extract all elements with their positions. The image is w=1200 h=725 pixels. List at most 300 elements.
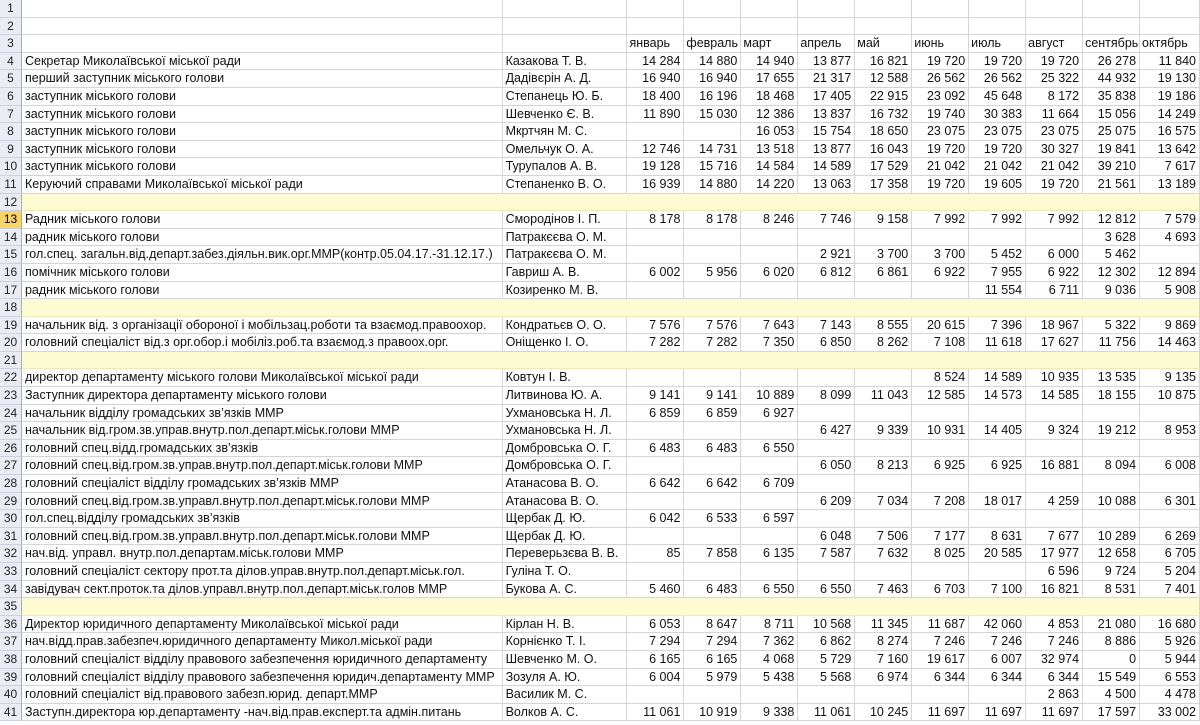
value-cell[interactable]: 7 100 bbox=[969, 581, 1026, 599]
value-cell[interactable] bbox=[741, 194, 798, 212]
value-cell[interactable] bbox=[741, 457, 798, 475]
value-cell[interactable] bbox=[627, 493, 684, 511]
value-cell[interactable] bbox=[798, 282, 855, 300]
row-number[interactable]: 24 bbox=[0, 405, 22, 423]
value-cell[interactable] bbox=[627, 563, 684, 581]
value-cell[interactable]: 7 108 bbox=[912, 334, 969, 352]
row-number[interactable]: 22 bbox=[0, 369, 22, 387]
value-cell[interactable]: 16 732 bbox=[855, 106, 912, 124]
value-cell[interactable] bbox=[855, 0, 912, 18]
value-cell[interactable]: 6 135 bbox=[741, 545, 798, 563]
row-number[interactable]: 40 bbox=[0, 686, 22, 704]
value-cell[interactable]: 11 618 bbox=[969, 334, 1026, 352]
value-cell[interactable]: 16 940 bbox=[684, 70, 741, 88]
value-cell[interactable]: 19 720 bbox=[912, 176, 969, 194]
name-cell[interactable] bbox=[503, 0, 628, 18]
value-cell[interactable]: 6 165 bbox=[684, 651, 741, 669]
value-cell[interactable]: 14 249 bbox=[1140, 106, 1200, 124]
value-cell[interactable]: 9 869 bbox=[1140, 317, 1200, 335]
value-cell[interactable]: 16 881 bbox=[1026, 457, 1083, 475]
value-cell[interactable]: 14 585 bbox=[1026, 387, 1083, 405]
value-cell[interactable]: 11 840 bbox=[1140, 53, 1200, 71]
row-number[interactable]: 25 bbox=[0, 422, 22, 440]
position-cell[interactable] bbox=[22, 35, 503, 53]
value-cell[interactable] bbox=[741, 299, 798, 317]
value-cell[interactable] bbox=[798, 475, 855, 493]
value-cell[interactable]: 11 890 bbox=[627, 106, 684, 124]
row-number[interactable]: 21 bbox=[0, 352, 22, 370]
value-cell[interactable]: 7 294 bbox=[684, 633, 741, 651]
row-number[interactable]: 20 bbox=[0, 334, 22, 352]
value-cell[interactable]: 7 282 bbox=[684, 334, 741, 352]
position-cell[interactable]: головний спеціаліст відділу громадських зв’язків ММР bbox=[22, 475, 503, 493]
name-cell[interactable]: Корнієнко Т. І. bbox=[503, 633, 628, 651]
value-cell[interactable]: 7 992 bbox=[1026, 211, 1083, 229]
value-cell[interactable]: 16 821 bbox=[855, 53, 912, 71]
value-cell[interactable] bbox=[684, 598, 741, 616]
value-cell[interactable] bbox=[912, 405, 969, 423]
value-cell[interactable] bbox=[741, 686, 798, 704]
value-cell[interactable] bbox=[1083, 440, 1140, 458]
value-cell[interactable]: 4 500 bbox=[1083, 686, 1140, 704]
name-cell[interactable]: Переверьзєва В. В. bbox=[503, 545, 628, 563]
value-cell[interactable]: 16 940 bbox=[627, 70, 684, 88]
value-cell[interactable]: 12 894 bbox=[1140, 264, 1200, 282]
value-cell[interactable]: 6 642 bbox=[684, 475, 741, 493]
position-cell[interactable]: нач.відд.прав.забезпеч.юридичного департаменту Микол.міської ради bbox=[22, 633, 503, 651]
value-cell[interactable]: 23 075 bbox=[912, 123, 969, 141]
name-cell[interactable] bbox=[503, 194, 628, 212]
value-cell[interactable]: 26 278 bbox=[1083, 53, 1140, 71]
value-cell[interactable]: 8 711 bbox=[741, 616, 798, 634]
value-cell[interactable]: 19 128 bbox=[627, 158, 684, 176]
position-cell[interactable] bbox=[22, 299, 503, 317]
value-cell[interactable]: 7 677 bbox=[1026, 528, 1083, 546]
value-cell[interactable]: 6 705 bbox=[1140, 545, 1200, 563]
value-cell[interactable]: 7 208 bbox=[912, 493, 969, 511]
value-cell[interactable]: 19 720 bbox=[969, 141, 1026, 159]
value-cell[interactable]: 8 953 bbox=[1140, 422, 1200, 440]
value-cell[interactable]: 15 056 bbox=[1083, 106, 1140, 124]
row-number[interactable]: 17 bbox=[0, 282, 22, 300]
position-cell[interactable] bbox=[22, 194, 503, 212]
value-cell[interactable] bbox=[1140, 18, 1200, 36]
value-cell[interactable]: 25 075 bbox=[1083, 123, 1140, 141]
value-cell[interactable] bbox=[912, 194, 969, 212]
row-number[interactable]: 1 bbox=[0, 0, 22, 18]
month-header[interactable]: июнь bbox=[912, 35, 969, 53]
value-cell[interactable] bbox=[741, 0, 798, 18]
value-cell[interactable]: 13 877 bbox=[798, 141, 855, 159]
value-cell[interactable]: 14 220 bbox=[741, 176, 798, 194]
value-cell[interactable]: 7 632 bbox=[855, 545, 912, 563]
value-cell[interactable] bbox=[798, 352, 855, 370]
value-cell[interactable]: 8 531 bbox=[1083, 581, 1140, 599]
value-cell[interactable]: 8 647 bbox=[684, 616, 741, 634]
value-cell[interactable] bbox=[912, 18, 969, 36]
position-cell[interactable]: Заступник директора департаменту міського голови bbox=[22, 387, 503, 405]
value-cell[interactable] bbox=[855, 282, 912, 300]
value-cell[interactable]: 14 284 bbox=[627, 53, 684, 71]
value-cell[interactable] bbox=[741, 246, 798, 264]
value-cell[interactable]: 3 700 bbox=[912, 246, 969, 264]
value-cell[interactable]: 11 664 bbox=[1026, 106, 1083, 124]
value-cell[interactable]: 8 178 bbox=[684, 211, 741, 229]
value-cell[interactable]: 6 000 bbox=[1026, 246, 1083, 264]
value-cell[interactable]: 14 940 bbox=[741, 53, 798, 71]
value-cell[interactable]: 9 036 bbox=[1083, 282, 1140, 300]
value-cell[interactable]: 5 944 bbox=[1140, 651, 1200, 669]
value-cell[interactable]: 21 561 bbox=[1083, 176, 1140, 194]
value-cell[interactable]: 18 017 bbox=[969, 493, 1026, 511]
value-cell[interactable]: 5 438 bbox=[741, 669, 798, 687]
value-cell[interactable] bbox=[741, 493, 798, 511]
value-cell[interactable]: 18 468 bbox=[741, 88, 798, 106]
value-cell[interactable]: 6 922 bbox=[1026, 264, 1083, 282]
value-cell[interactable]: 6 553 bbox=[1140, 669, 1200, 687]
value-cell[interactable] bbox=[1026, 598, 1083, 616]
value-cell[interactable]: 25 322 bbox=[1026, 70, 1083, 88]
value-cell[interactable]: 6 269 bbox=[1140, 528, 1200, 546]
name-cell[interactable]: Гавриш А. В. bbox=[503, 264, 628, 282]
name-cell[interactable]: Степаненко В. О. bbox=[503, 176, 628, 194]
value-cell[interactable]: 35 838 bbox=[1083, 88, 1140, 106]
value-cell[interactable]: 6 974 bbox=[855, 669, 912, 687]
position-cell[interactable]: радник міського голови bbox=[22, 229, 503, 247]
value-cell[interactable] bbox=[684, 493, 741, 511]
month-header[interactable]: июль bbox=[969, 35, 1026, 53]
value-cell[interactable]: 17 627 bbox=[1026, 334, 1083, 352]
value-cell[interactable] bbox=[912, 686, 969, 704]
value-cell[interactable]: 5 979 bbox=[684, 669, 741, 687]
value-cell[interactable] bbox=[684, 0, 741, 18]
value-cell[interactable]: 17 405 bbox=[798, 88, 855, 106]
value-cell[interactable]: 18 650 bbox=[855, 123, 912, 141]
name-cell[interactable]: Домбровська О. Г. bbox=[503, 457, 628, 475]
value-cell[interactable] bbox=[684, 686, 741, 704]
name-cell[interactable]: Дадівєрін А. Д. bbox=[503, 70, 628, 88]
value-cell[interactable]: 7 746 bbox=[798, 211, 855, 229]
value-cell[interactable]: 17 655 bbox=[741, 70, 798, 88]
value-cell[interactable]: 4 478 bbox=[1140, 686, 1200, 704]
value-cell[interactable] bbox=[855, 18, 912, 36]
value-cell[interactable]: 7 955 bbox=[969, 264, 1026, 282]
value-cell[interactable]: 6 002 bbox=[627, 264, 684, 282]
value-cell[interactable]: 14 880 bbox=[684, 176, 741, 194]
value-cell[interactable] bbox=[1026, 0, 1083, 18]
value-cell[interactable] bbox=[741, 282, 798, 300]
value-cell[interactable]: 16 196 bbox=[684, 88, 741, 106]
value-cell[interactable] bbox=[627, 457, 684, 475]
month-header[interactable]: март bbox=[741, 35, 798, 53]
value-cell[interactable]: 14 405 bbox=[969, 422, 1026, 440]
value-cell[interactable] bbox=[1140, 440, 1200, 458]
name-cell[interactable]: Козиренко М. В. bbox=[503, 282, 628, 300]
value-cell[interactable]: 6 483 bbox=[684, 581, 741, 599]
value-cell[interactable]: 6 550 bbox=[741, 581, 798, 599]
value-cell[interactable]: 7 576 bbox=[627, 317, 684, 335]
value-cell[interactable]: 44 932 bbox=[1083, 70, 1140, 88]
row-number[interactable]: 33 bbox=[0, 563, 22, 581]
value-cell[interactable]: 11 697 bbox=[1026, 704, 1083, 722]
value-cell[interactable]: 21 317 bbox=[798, 70, 855, 88]
value-cell[interactable] bbox=[1140, 299, 1200, 317]
position-cell[interactable]: головний спец.відд.громадських зв’язків bbox=[22, 440, 503, 458]
name-cell[interactable]: Патракєєва О. М. bbox=[503, 246, 628, 264]
value-cell[interactable] bbox=[969, 475, 1026, 493]
name-cell[interactable]: Щербак Д. Ю. bbox=[503, 528, 628, 546]
value-cell[interactable]: 14 589 bbox=[969, 369, 1026, 387]
value-cell[interactable] bbox=[1083, 475, 1140, 493]
value-cell[interactable]: 6 850 bbox=[798, 334, 855, 352]
value-cell[interactable]: 13 877 bbox=[798, 53, 855, 71]
value-cell[interactable] bbox=[1026, 18, 1083, 36]
value-cell[interactable]: 6 008 bbox=[1140, 457, 1200, 475]
value-cell[interactable]: 16 939 bbox=[627, 176, 684, 194]
value-cell[interactable]: 7 643 bbox=[741, 317, 798, 335]
value-cell[interactable] bbox=[912, 0, 969, 18]
value-cell[interactable]: 13 518 bbox=[741, 141, 798, 159]
value-cell[interactable]: 13 189 bbox=[1140, 176, 1200, 194]
value-cell[interactable]: 6 050 bbox=[798, 457, 855, 475]
value-cell[interactable]: 17 977 bbox=[1026, 545, 1083, 563]
position-cell[interactable]: начальник від.гром.зв.управ.внутр.пол.департ.міськ.голови ММР bbox=[22, 422, 503, 440]
value-cell[interactable]: 12 302 bbox=[1083, 264, 1140, 282]
value-cell[interactable]: 6 209 bbox=[798, 493, 855, 511]
value-cell[interactable] bbox=[855, 299, 912, 317]
value-cell[interactable]: 12 812 bbox=[1083, 211, 1140, 229]
name-cell[interactable]: Ухмановська Н. Л. bbox=[503, 405, 628, 423]
value-cell[interactable]: 9 158 bbox=[855, 211, 912, 229]
position-cell[interactable]: головний спец.від.гром.зв.управл.внутр.пол.департ.міськ.голови ММР bbox=[22, 493, 503, 511]
value-cell[interactable]: 8 274 bbox=[855, 633, 912, 651]
value-cell[interactable]: 8 025 bbox=[912, 545, 969, 563]
value-cell[interactable] bbox=[855, 510, 912, 528]
value-cell[interactable] bbox=[627, 528, 684, 546]
value-cell[interactable]: 9 338 bbox=[741, 704, 798, 722]
month-header[interactable]: октябрь bbox=[1140, 35, 1200, 53]
value-cell[interactable] bbox=[1140, 352, 1200, 370]
value-cell[interactable] bbox=[627, 422, 684, 440]
row-number[interactable]: 16 bbox=[0, 264, 22, 282]
value-cell[interactable]: 5 568 bbox=[798, 669, 855, 687]
value-cell[interactable] bbox=[855, 440, 912, 458]
position-cell[interactable]: головний спец.від.гром.зв.управ.внутр.пол.департ.міськ.голови ММР bbox=[22, 457, 503, 475]
value-cell[interactable] bbox=[798, 229, 855, 247]
position-cell[interactable]: начальник від. з організації обороної і мобільзац.роботи та взаємод.правоохор. bbox=[22, 317, 503, 335]
position-cell[interactable]: радник міського голови bbox=[22, 282, 503, 300]
value-cell[interactable]: 19 720 bbox=[1026, 53, 1083, 71]
value-cell[interactable]: 6 703 bbox=[912, 581, 969, 599]
value-cell[interactable]: 5 462 bbox=[1083, 246, 1140, 264]
value-cell[interactable]: 7 177 bbox=[912, 528, 969, 546]
row-number[interactable]: 37 bbox=[0, 633, 22, 651]
value-cell[interactable] bbox=[684, 282, 741, 300]
name-cell[interactable]: Атанасова В. О. bbox=[503, 493, 628, 511]
value-cell[interactable] bbox=[1026, 510, 1083, 528]
value-cell[interactable]: 21 042 bbox=[1026, 158, 1083, 176]
value-cell[interactable]: 6 927 bbox=[741, 405, 798, 423]
value-cell[interactable] bbox=[684, 246, 741, 264]
value-cell[interactable] bbox=[1026, 352, 1083, 370]
value-cell[interactable]: 2 863 bbox=[1026, 686, 1083, 704]
value-cell[interactable]: 13 837 bbox=[798, 106, 855, 124]
position-cell[interactable] bbox=[22, 18, 503, 36]
value-cell[interactable] bbox=[684, 369, 741, 387]
row-number[interactable]: 13 bbox=[0, 211, 22, 229]
value-cell[interactable] bbox=[1140, 194, 1200, 212]
value-cell[interactable]: 8 262 bbox=[855, 334, 912, 352]
row-number[interactable]: 18 bbox=[0, 299, 22, 317]
value-cell[interactable] bbox=[912, 352, 969, 370]
row-number[interactable]: 26 bbox=[0, 440, 22, 458]
value-cell[interactable] bbox=[912, 510, 969, 528]
value-cell[interactable] bbox=[798, 0, 855, 18]
value-cell[interactable]: 6 020 bbox=[741, 264, 798, 282]
value-cell[interactable]: 10 568 bbox=[798, 616, 855, 634]
value-cell[interactable]: 4 693 bbox=[1140, 229, 1200, 247]
value-cell[interactable]: 19 720 bbox=[912, 141, 969, 159]
value-cell[interactable]: 33 002 bbox=[1140, 704, 1200, 722]
name-cell[interactable]: Оніщенко І. О. bbox=[503, 334, 628, 352]
value-cell[interactable]: 6 165 bbox=[627, 651, 684, 669]
row-number[interactable]: 34 bbox=[0, 581, 22, 599]
value-cell[interactable]: 7 396 bbox=[969, 317, 1026, 335]
value-cell[interactable]: 8 555 bbox=[855, 317, 912, 335]
value-cell[interactable]: 9 339 bbox=[855, 422, 912, 440]
row-number[interactable]: 2 bbox=[0, 18, 22, 36]
value-cell[interactable]: 11 697 bbox=[969, 704, 1026, 722]
value-cell[interactable] bbox=[627, 598, 684, 616]
value-cell[interactable]: 0 bbox=[1083, 651, 1140, 669]
value-cell[interactable]: 7 246 bbox=[912, 633, 969, 651]
row-number[interactable]: 19 bbox=[0, 317, 22, 335]
value-cell[interactable]: 9 135 bbox=[1140, 369, 1200, 387]
value-cell[interactable]: 6 711 bbox=[1026, 282, 1083, 300]
value-cell[interactable] bbox=[798, 510, 855, 528]
name-cell[interactable]: Щербак Д. Ю. bbox=[503, 510, 628, 528]
name-cell[interactable]: Гуліна Т. О. bbox=[503, 563, 628, 581]
value-cell[interactable]: 6 812 bbox=[798, 264, 855, 282]
value-cell[interactable]: 26 562 bbox=[912, 70, 969, 88]
value-cell[interactable]: 6 859 bbox=[684, 405, 741, 423]
value-cell[interactable]: 23 075 bbox=[969, 123, 1026, 141]
value-cell[interactable] bbox=[684, 528, 741, 546]
value-cell[interactable]: 18 400 bbox=[627, 88, 684, 106]
value-cell[interactable] bbox=[912, 440, 969, 458]
value-cell[interactable] bbox=[855, 369, 912, 387]
value-cell[interactable] bbox=[855, 686, 912, 704]
row-number[interactable]: 35 bbox=[0, 598, 22, 616]
position-cell[interactable] bbox=[22, 352, 503, 370]
position-cell[interactable]: Директор юридичного департаменту Миколаївської міської ради bbox=[22, 616, 503, 634]
row-number[interactable]: 4 bbox=[0, 53, 22, 71]
value-cell[interactable]: 20 615 bbox=[912, 317, 969, 335]
value-cell[interactable] bbox=[969, 229, 1026, 247]
position-cell[interactable]: заступник міського голови bbox=[22, 158, 503, 176]
row-number[interactable]: 11 bbox=[0, 176, 22, 194]
value-cell[interactable] bbox=[798, 299, 855, 317]
value-cell[interactable]: 11 043 bbox=[855, 387, 912, 405]
name-cell[interactable]: Казакова Т. В. bbox=[503, 53, 628, 71]
value-cell[interactable]: 21 042 bbox=[969, 158, 1026, 176]
value-cell[interactable]: 2 921 bbox=[798, 246, 855, 264]
value-cell[interactable] bbox=[627, 352, 684, 370]
name-cell[interactable] bbox=[503, 299, 628, 317]
value-cell[interactable] bbox=[627, 299, 684, 317]
value-cell[interactable]: 4 068 bbox=[741, 651, 798, 669]
value-cell[interactable]: 11 687 bbox=[912, 616, 969, 634]
value-cell[interactable] bbox=[741, 18, 798, 36]
value-cell[interactable] bbox=[684, 194, 741, 212]
value-cell[interactable]: 7 160 bbox=[855, 651, 912, 669]
value-cell[interactable]: 7 463 bbox=[855, 581, 912, 599]
position-cell[interactable]: начальник відділу громадських зв’язків ММР bbox=[22, 405, 503, 423]
row-number[interactable]: 15 bbox=[0, 246, 22, 264]
value-cell[interactable]: 12 588 bbox=[855, 70, 912, 88]
value-cell[interactable]: 14 880 bbox=[684, 53, 741, 71]
value-cell[interactable] bbox=[855, 229, 912, 247]
name-cell[interactable]: Василик М. С. bbox=[503, 686, 628, 704]
value-cell[interactable]: 5 204 bbox=[1140, 563, 1200, 581]
name-cell[interactable]: Букова А. С. bbox=[503, 581, 628, 599]
row-number[interactable]: 5 bbox=[0, 70, 22, 88]
value-cell[interactable]: 5 956 bbox=[684, 264, 741, 282]
value-cell[interactable]: 6 642 bbox=[627, 475, 684, 493]
value-cell[interactable]: 6 048 bbox=[798, 528, 855, 546]
row-number[interactable]: 38 bbox=[0, 651, 22, 669]
value-cell[interactable]: 11 345 bbox=[855, 616, 912, 634]
value-cell[interactable]: 6 007 bbox=[969, 651, 1026, 669]
month-header[interactable]: январь bbox=[627, 35, 684, 53]
value-cell[interactable]: 23 092 bbox=[912, 88, 969, 106]
row-number[interactable]: 7 bbox=[0, 106, 22, 124]
value-cell[interactable]: 7 506 bbox=[855, 528, 912, 546]
value-cell[interactable] bbox=[741, 352, 798, 370]
value-cell[interactable]: 30 327 bbox=[1026, 141, 1083, 159]
row-number[interactable]: 6 bbox=[0, 88, 22, 106]
position-cell[interactable]: помічник міського голови bbox=[22, 264, 503, 282]
row-number[interactable]: 12 bbox=[0, 194, 22, 212]
value-cell[interactable] bbox=[798, 598, 855, 616]
value-cell[interactable]: 8 094 bbox=[1083, 457, 1140, 475]
value-cell[interactable] bbox=[1140, 598, 1200, 616]
value-cell[interactable]: 7 576 bbox=[684, 317, 741, 335]
value-cell[interactable]: 6 427 bbox=[798, 422, 855, 440]
value-cell[interactable]: 22 915 bbox=[855, 88, 912, 106]
value-cell[interactable]: 10 935 bbox=[1026, 369, 1083, 387]
value-cell[interactable]: 16 680 bbox=[1140, 616, 1200, 634]
value-cell[interactable]: 4 259 bbox=[1026, 493, 1083, 511]
value-cell[interactable]: 7 858 bbox=[684, 545, 741, 563]
value-cell[interactable] bbox=[969, 352, 1026, 370]
value-cell[interactable]: 7 587 bbox=[798, 545, 855, 563]
value-cell[interactable] bbox=[969, 440, 1026, 458]
value-cell[interactable] bbox=[1140, 510, 1200, 528]
value-cell[interactable]: 8 524 bbox=[912, 369, 969, 387]
value-cell[interactable]: 23 075 bbox=[1026, 123, 1083, 141]
value-cell[interactable] bbox=[798, 563, 855, 581]
position-cell[interactable]: Секретар Миколаївської міської ради bbox=[22, 53, 503, 71]
value-cell[interactable]: 6 533 bbox=[684, 510, 741, 528]
value-cell[interactable]: 9 141 bbox=[684, 387, 741, 405]
name-cell[interactable]: Шевченко М. О. bbox=[503, 651, 628, 669]
name-cell[interactable]: Патракєєва О. М. bbox=[503, 229, 628, 247]
value-cell[interactable]: 8 631 bbox=[969, 528, 1026, 546]
value-cell[interactable] bbox=[1140, 0, 1200, 18]
value-cell[interactable] bbox=[969, 194, 1026, 212]
month-header[interactable]: февраль bbox=[684, 35, 741, 53]
